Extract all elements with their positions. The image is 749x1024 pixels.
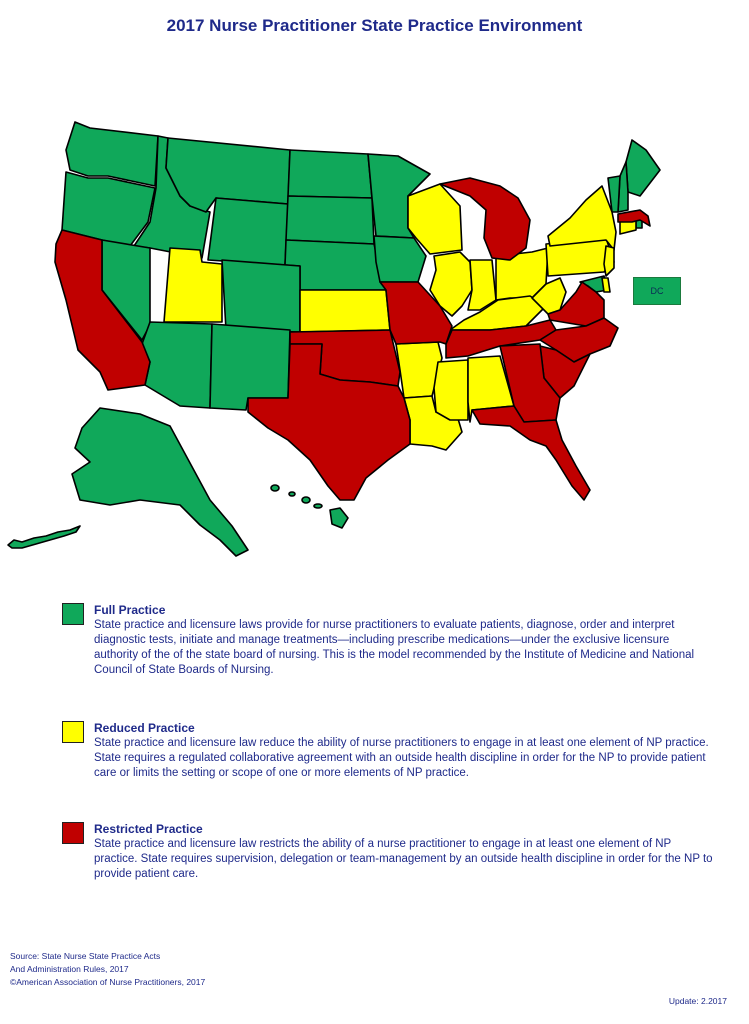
dc-label-box bbox=[633, 277, 681, 305]
source-line-1: Source: State Nurse State Practice Acts bbox=[10, 951, 161, 961]
state-iowa bbox=[374, 236, 426, 282]
state-new-jersey bbox=[604, 246, 614, 276]
state-alaska bbox=[72, 408, 248, 556]
legend-swatch-reduced bbox=[62, 721, 84, 743]
legend-swatch-restricted bbox=[62, 822, 84, 844]
state-maine bbox=[626, 140, 660, 196]
legend-heading-reduced: Reduced Practice bbox=[94, 721, 195, 735]
state-south-dakota bbox=[286, 196, 374, 244]
source-line-3: ©American Association of Nurse Practitioners, 2017 bbox=[10, 977, 206, 987]
state-indiana bbox=[468, 260, 496, 310]
legend-description-restricted: State practice and licensure law restricts the ability of a nurse practitioner to engage in at least one element of NP practice. State requires supervision, delegation or team-management by an outside health discipline in order for the NP to provide patient care. bbox=[94, 838, 713, 880]
state-alaska-aleutians bbox=[8, 526, 80, 548]
legend-description-reduced: State practice and licensure law reduce the ability of nurse practitioners to engage in at least one element of NP practice. State requires a regulated collaborative agreement with an outside health discipline in order for the NP to provide patient care or limits the setting or scope of one or more elements of NP practice. bbox=[94, 737, 709, 779]
legend-swatch-full bbox=[62, 603, 84, 625]
state-arizona bbox=[142, 322, 212, 408]
state-mississippi bbox=[434, 360, 468, 420]
state-wyoming bbox=[208, 198, 288, 265]
source-note bbox=[10, 950, 205, 989]
state-new-york bbox=[548, 186, 616, 250]
state-colorado bbox=[222, 260, 300, 332]
state-new-mexico bbox=[210, 324, 290, 410]
state-delaware bbox=[602, 278, 610, 292]
legend-heading-full: Full Practice bbox=[94, 603, 166, 617]
legend-description-full: State practice and licensure laws provide for nurse practitioners to evaluate patients, diagnose, order and interpret diagnostic tests, initiate and manage treatments—including prescribe medications—under the exclusive licensure authority of the of the state board of nursing. This is the model recommended by the Institute of Medicine and National Council of State Boards of Nursing. bbox=[94, 619, 695, 676]
page-title: 2017 Nurse Practitioner State Practice Environment bbox=[166, 16, 583, 35]
dc-label: DC bbox=[650, 286, 664, 296]
legend-heading-restricted: Restricted Practice bbox=[94, 822, 203, 836]
state-kansas bbox=[300, 290, 390, 332]
state-north-dakota bbox=[288, 150, 372, 198]
update-date: Update: 2.2017 bbox=[668, 996, 727, 1006]
source-line-2: And Administration Rules, 2017 bbox=[10, 964, 129, 974]
us-state-map bbox=[0, 100, 749, 570]
